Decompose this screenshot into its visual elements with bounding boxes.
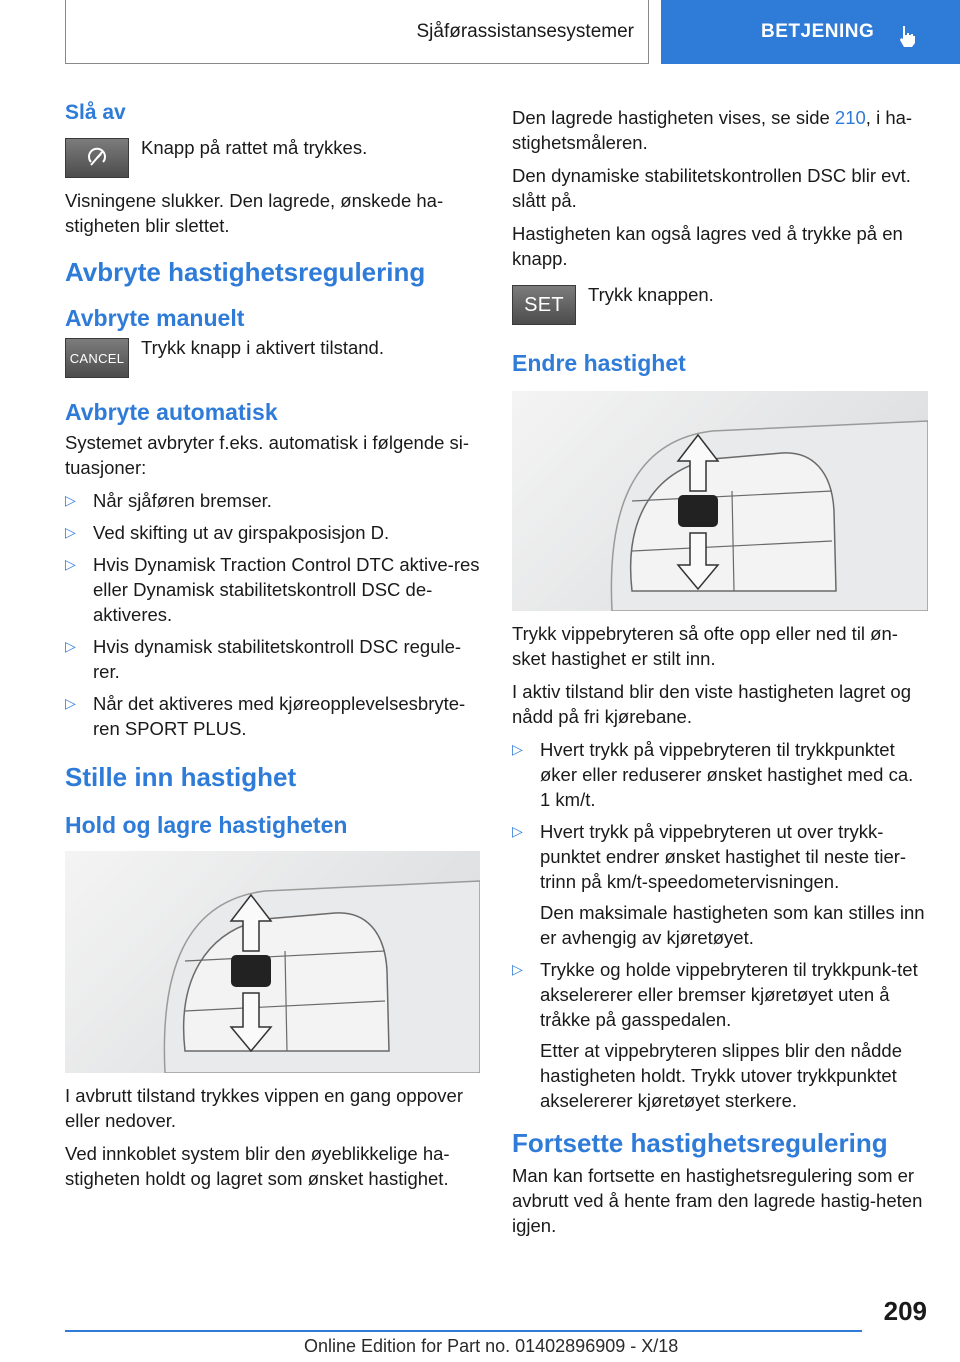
change-text-1: Trykk vippebryteren så ofte opp eller ned til øn-sket hastighet er stilt inn. [512,623,898,669]
list-item: ▷ Hvis dynamisk stabilitetskontroll DSC regule-rer. [65,636,462,682]
header-chapter-tab[interactable] [661,0,960,64]
left-column [65,100,480,1199]
list-item-note: Etter at vippebryteren slippes blir den nådde hastigheten holdt. Trykk utover trykkpunktet akselererer kjøretøyet sterkere. [540,1040,902,1111]
heading-switch-off: Slå av [65,101,126,124]
hold-text-2: Ved innkoblet system blir den øyeblikkelige ha-stigheten holdt og lagret som ønsket hastighet. [65,1143,450,1189]
triangle-bullet-icon: ▷ [512,823,523,839]
off-text: Knapp på rattet må trykkes. [141,137,368,158]
set-button-row [512,285,928,325]
header-section-title: Sjåførassistansesystemer [416,20,634,42]
manual-text: Trykk knapp i aktivert tilstand. [141,337,384,358]
list-item: ▷ Ved skifting ut av girspakposisjon D. [65,522,390,543]
heading-cancel-auto: Avbryte automatisk [65,399,278,425]
page-number: 209 [883,1296,927,1326]
heading-cancel-manual: Avbryte manuelt [65,305,245,331]
list-item: ▷ Hvert trykk på vippebryteren ut over trykk-punktet endrer ønsket hastighet til neste tier-trinn på km/t-speedometervisningen. Den maksimale hastigheten som kan stilles inn er avhengig av kjøretøyet. [512,819,928,950]
hold-text-1: I avbrutt tilstand trykkes vippen en gang oppover eller nedover. [65,1085,463,1131]
cancel-button-label: CANCEL [69,350,125,366]
heading-set-speed: Stille inn hastighet [65,762,297,792]
triangle-bullet-icon: ▷ [65,695,76,711]
footer-edition-text: Online Edition for Part no. 01402896909 - X/18 [304,1336,679,1356]
list-item-note: Den maksimale hastigheten som kan stilles inn er avhengig av kjøretøyet. [540,902,925,948]
triangle-bullet-icon: ▷ [512,961,523,977]
list-item: ▷ Trykke og holde vippebryteren til trykkpunk-tet akselererer eller bremser kjøretøyet uten å tråkke på gasspedalen. Etter at vippebryteren slippes blir den nådde hastigheten holdt. Trykk utover trykkpunktet akselererer kjøretøyet sterkere. [512,957,928,1113]
triangle-bullet-icon: ▷ [65,556,76,572]
auto-intro-text: Systemet avbryter f.eks. automatisk i følgende si-tuasjoner: [65,432,470,478]
change-text-2: I aktiv tilstand blir den viste hastigheten lagret og nådd på fri kjørebane. [512,681,912,727]
store-by-button-text: Hastigheten kan også lagres ved å trykke på en knapp. [512,223,903,269]
cruise-off-icon [84,145,110,171]
dsc-text: Den dynamiske stabilitetskontrollen DSC blir evt. slått på. [512,165,911,211]
triangle-bullet-icon: ▷ [65,638,76,654]
heading-change-speed: Endre hastighet [512,350,686,376]
off-button-row [65,138,480,178]
heading-cancel-cruise: Avbryte hastighetsregulering [65,257,426,287]
set-button-label: SET [524,293,564,316]
rocker-switch-illustration [65,851,480,1073]
triangle-bullet-icon: ▷ [512,741,523,757]
cancel-button-row [65,338,480,378]
page-link-210[interactable]: 210 [834,107,866,128]
list-item: ▷ Når det aktiveres med kjøreopplevelsesbryte-ren SPORT PLUS. [65,693,466,739]
triangle-bullet-icon: ▷ [65,492,76,508]
auto-cancel-list [65,488,480,741]
triangle-bullet-icon: ▷ [65,524,76,540]
off-result-text: Visningene slukker. Den lagrede, ønskede ha-stigheten blir slettet. [65,190,444,236]
heading-hold-speed: Hold og lagre hastigheten [65,812,348,838]
header-section-box [65,0,649,64]
pointing-hand-icon [895,24,919,48]
heading-resume-cruise: Fortsette hastighetsregulering [512,1128,888,1158]
list-item: ▷ Når sjåføren bremser. [65,490,272,511]
list-item: ▷ Hvert trykk på vippebryteren til trykkpunktet øker eller reduserer ønsket hastighet med ca. 1 km/t. [512,739,914,810]
list-item: ▷ Hvis Dynamisk Traction Control DTC aktive-res eller Dynamisk stabilitetskontroll DSC de-aktiveres. [65,554,480,625]
right-column [512,105,928,1246]
rocker-switch-illustration [512,391,928,611]
steering-wheel-photo-right [512,391,928,611]
stored-speed-text: Den lagrede hastigheten vises, se side 210, i ha-stighetsmåleren. [512,107,913,153]
cruise-off-button-image [65,138,129,178]
steering-wheel-photo-left [65,851,480,1073]
set-button-image [512,285,576,325]
header-chapter-title: BETJENING [761,21,875,42]
set-text: Trykk knappen. [588,284,714,305]
cancel-button-image [65,338,129,378]
change-speed-list [512,737,928,1113]
resume-text: Man kan fortsette en hastighetsregulering som er avbrutt ved å hente fram den lagrede hastig-heten igjen. [512,1165,923,1236]
footer-divider [65,1330,862,1332]
